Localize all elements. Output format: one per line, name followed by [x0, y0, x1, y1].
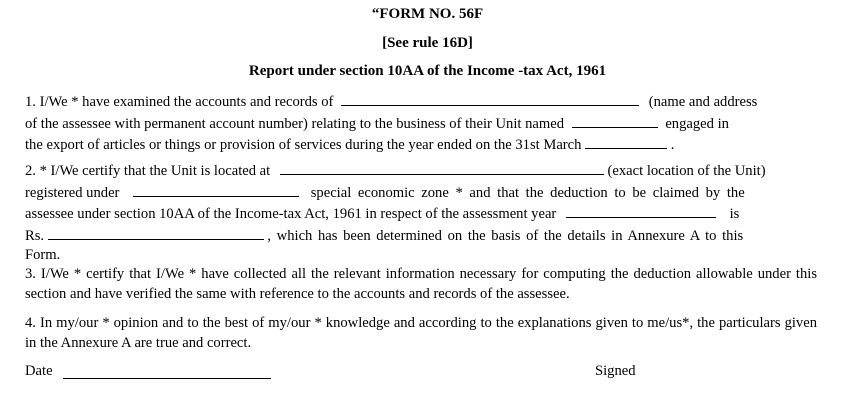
paragraph-1-line-3: [25, 134, 817, 156]
signature-footer: [25, 363, 817, 385]
p1-text-b: (name and address: [648, 94, 758, 110]
paragraph-1-line-1: [25, 91, 817, 113]
amount-blank[interactable]: [48, 225, 264, 240]
p2-text-e: assessee under section 10AA of the Income-tax Act, 1961 in respect of the assessment year: [25, 206, 557, 222]
paragraph-1-line-2: [25, 113, 817, 135]
paragraph-2-line-4: [25, 225, 817, 247]
p1-text-e: the export of articles or things or provision of services during the year ended on the 31st March: [25, 137, 582, 153]
paragraph-3: 3. I/We * certify that I/We * have collected all the relevant information necessary for computing the deduction allowable under this section and have verified the same with reference to the accounts and records of the assessee.: [25, 266, 817, 302]
unit-records-blank[interactable]: [341, 91, 639, 106]
p2-text-g: Rs.: [25, 227, 45, 244]
p2-text-h: , which has been determined on the basis of the details in Annexure A to this: [267, 227, 744, 244]
p2-text-f: is: [729, 206, 740, 222]
p2-text-c: registered under: [25, 184, 120, 201]
rule-reference: [See rule 16D]: [382, 35, 473, 51]
signed-label: Signed: [595, 363, 636, 379]
paragraph-4: 4. In my/our * opinion and to the best of my/our * knowledge and according to the explanations given to me/us*, the particulars given in the Annexure A are true and correct.: [25, 315, 817, 351]
paragraph-2: [25, 160, 817, 266]
year-end-blank[interactable]: [585, 134, 667, 149]
unit-name-blank[interactable]: [572, 113, 658, 128]
paragraph-2-line-1: [25, 160, 817, 182]
unit-location-blank[interactable]: [280, 160, 604, 175]
p1-text-f: .: [670, 137, 675, 153]
p2-text-a: 2. * I/We certify that the Unit is located at: [25, 163, 271, 179]
sez-blank[interactable]: [133, 182, 299, 197]
p2-text-b: (exact location of the Unit): [607, 163, 766, 179]
p2-text-d: special economic zone * and that the deduction to be claimed by the: [310, 184, 745, 201]
p1-text-a: 1. I/We * have examined the accounts and records of: [25, 94, 334, 110]
assessment-year-blank[interactable]: [566, 203, 716, 218]
paragraph-2-line-3: [25, 203, 817, 225]
report-subtitle: Report under section 10AA of the Income -tax Act, 1961: [248, 63, 607, 79]
paragraph-2-line-2: [25, 182, 817, 204]
date-blank[interactable]: [63, 378, 271, 379]
form-title: “FORM NO. 56F: [371, 6, 484, 22]
p1-text-d: engaged in: [665, 115, 729, 132]
paragraph-2-line-5: Form.: [25, 247, 61, 263]
p1-text-c: of the assessee with permanent account number) relating to the business of their Unit named: [25, 115, 564, 132]
date-label: Date: [25, 363, 53, 379]
paragraph-1: [25, 91, 817, 156]
